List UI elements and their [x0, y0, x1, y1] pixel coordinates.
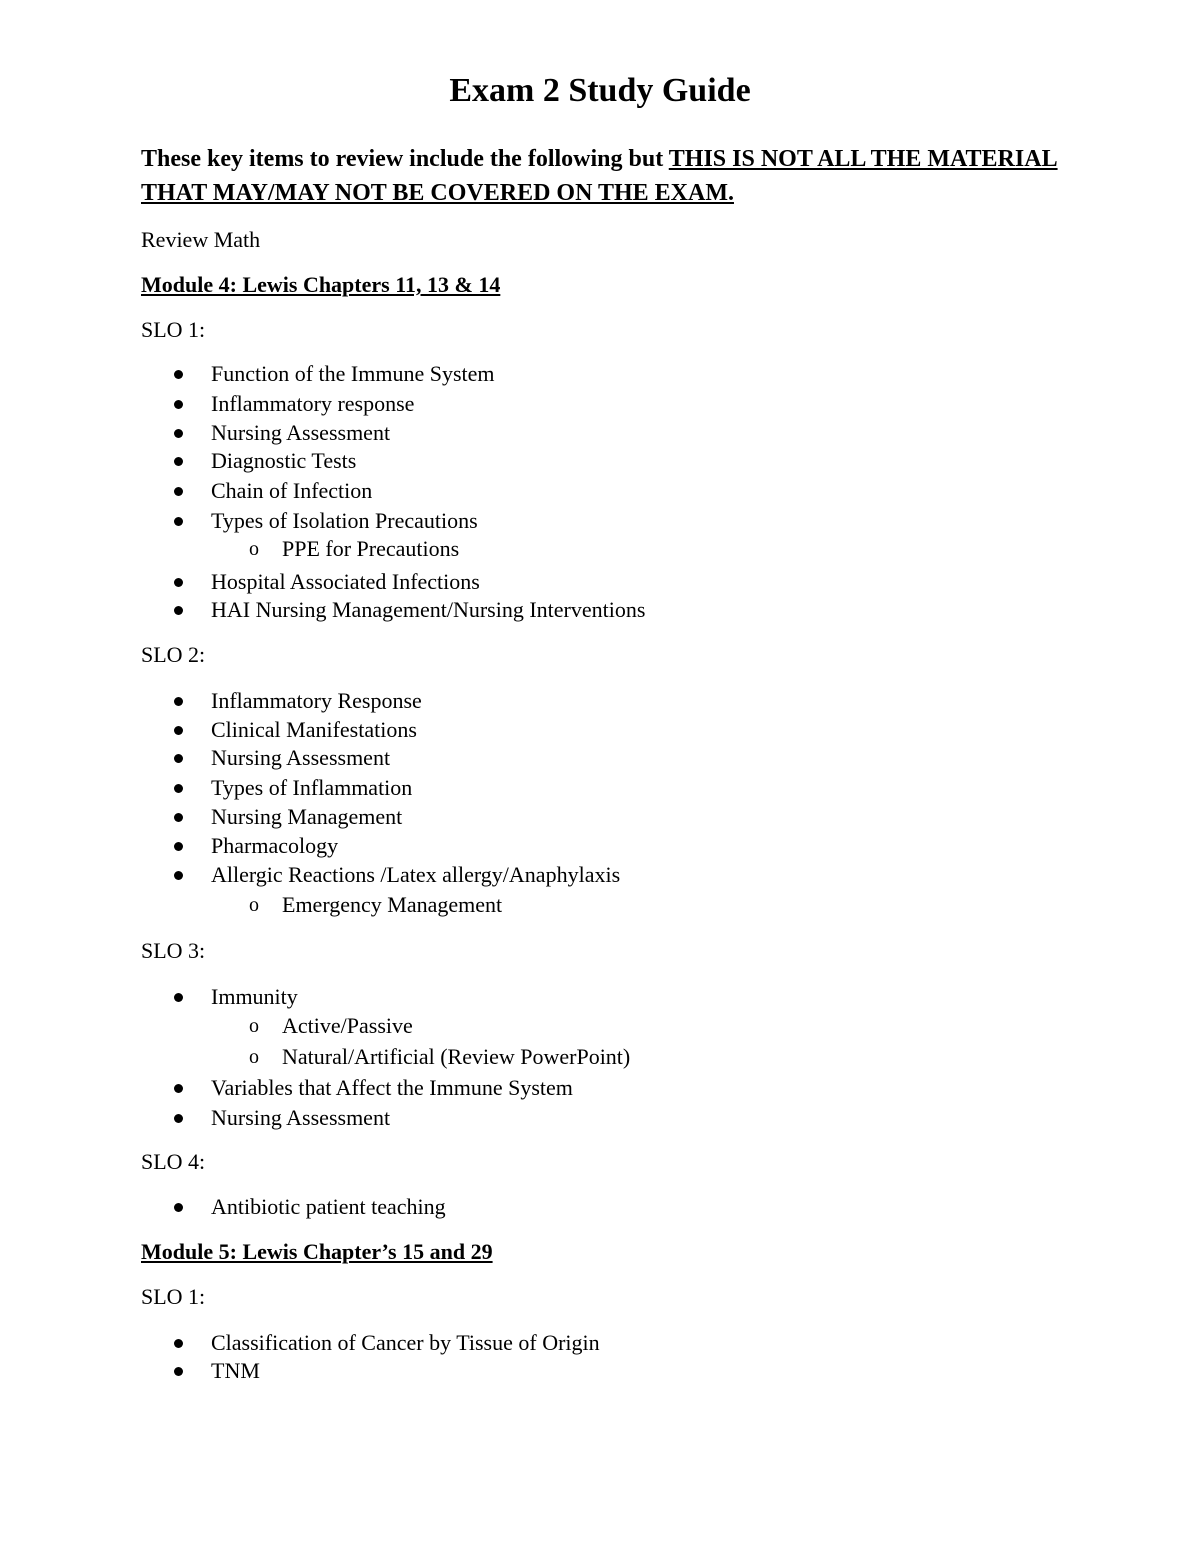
list-item [211, 390, 414, 418]
intro-emphasis: THIS IS NOT ALL THE MATERIAL THAT MAY/MAY NOT BE COVERED ON THE EXAM. [141, 146, 1058, 206]
list-item-text: Types of Inflammation [211, 775, 413, 800]
list-item-text: Nursing Management [211, 804, 403, 829]
list-item-text: Active/Passive [282, 1013, 413, 1038]
bullet-icon [174, 370, 183, 379]
list-item-text: Natural/Artificial (Review PowerPoint) [282, 1044, 631, 1069]
bullet-icon [174, 842, 183, 851]
bullet-icon [174, 487, 183, 496]
module-4-heading: Module 4: Lewis Chapters 11, 13 & 14 [141, 272, 501, 297]
list-item-text: TNM [211, 1358, 260, 1383]
list-item-text: Inflammatory Response [211, 688, 422, 713]
bullet-icon [174, 726, 183, 735]
list-item [211, 1104, 390, 1132]
list-item-text: Allergic Reactions /Latex allergy/Anaphylaxis [211, 862, 621, 887]
intro-paragraph [141, 142, 1061, 210]
list-item [211, 832, 338, 860]
list-item [211, 774, 412, 802]
bullet-icon [174, 1339, 183, 1348]
sub-list-item [249, 535, 460, 563]
list-item-text: Pharmacology [211, 833, 339, 858]
bullet-icon [174, 784, 183, 793]
bullet-icon [174, 400, 183, 409]
list-item [211, 1193, 446, 1221]
slo-label: SLO 1: [141, 1284, 206, 1309]
list-item [211, 360, 495, 388]
bullet-icon [174, 606, 183, 615]
list-item-text: Immunity [211, 984, 298, 1009]
list-item-text: Nursing Assessment [211, 420, 391, 445]
bullet-icon [174, 578, 183, 587]
list-item [211, 1357, 260, 1385]
list-item-text: Inflammatory response [211, 391, 415, 416]
slo-label: SLO 2: [141, 642, 206, 667]
list-item-text: Hospital Associated Infections [211, 569, 480, 594]
sub-list-item [249, 1043, 631, 1071]
list-item-text: Function of the Immune System [211, 361, 495, 386]
list-item-text: Diagnostic Tests [211, 448, 357, 473]
bullet-icon [174, 1203, 183, 1212]
bullet-icon [174, 871, 183, 880]
intro-lead: These key items to review include the following but [141, 146, 669, 172]
bullet-icon [174, 754, 183, 763]
list-item [211, 568, 480, 596]
module-5-heading: Module 5: Lewis Chapter’s 15 and 29 [141, 1239, 493, 1264]
sub-list-item [249, 891, 503, 919]
list-item [211, 861, 620, 889]
list-item-text: Variables that Affect the Immune System [211, 1075, 573, 1100]
list-item-text: Classification of Cancer by Tissue of Origin [211, 1330, 600, 1355]
slo-label: SLO 1: [141, 317, 206, 342]
list-item-text: Clinical Manifestations [211, 717, 417, 742]
bullet-icon [174, 697, 183, 706]
bullet-icon [174, 429, 183, 438]
list-item [211, 507, 478, 535]
sub-bullet-icon: o [249, 1015, 259, 1037]
list-item-text: Nursing Assessment [211, 745, 391, 770]
bullet-icon [174, 517, 183, 526]
slo-label: SLO 4: [141, 1149, 206, 1174]
bullet-icon [174, 1367, 183, 1376]
list-item-text: Chain of Infection [211, 478, 373, 503]
page-title: Exam 2 Study Guide [449, 72, 751, 109]
sub-bullet-icon: o [249, 538, 259, 560]
list-item-text: Antibiotic patient teaching [211, 1194, 446, 1219]
list-item [211, 803, 402, 831]
list-item [211, 744, 390, 772]
list-item [211, 447, 356, 475]
list-item-text: PPE for Precautions [282, 536, 460, 561]
sub-bullet-icon: o [249, 1046, 259, 1068]
bullet-icon [174, 457, 183, 466]
list-item [211, 477, 372, 505]
list-item-text: Nursing Assessment [211, 1105, 391, 1130]
list-item [211, 1074, 573, 1102]
sub-list-item [249, 1012, 413, 1040]
bullet-icon [174, 1084, 183, 1093]
list-item-text: Emergency Management [282, 892, 503, 917]
list-item [211, 716, 417, 744]
list-item-text: Types of Isolation Precautions [211, 508, 478, 533]
bullet-icon [174, 993, 183, 1002]
list-item [211, 687, 422, 715]
review-math-line: Review Math [141, 227, 261, 252]
bullet-icon [174, 813, 183, 822]
bullet-icon [174, 1114, 183, 1123]
list-item [211, 1329, 600, 1357]
list-item [211, 983, 298, 1011]
sub-bullet-icon: o [249, 894, 259, 916]
list-item-text: HAI Nursing Management/Nursing Interventions [211, 597, 646, 622]
slo-label: SLO 3: [141, 938, 206, 963]
list-item [211, 596, 645, 624]
list-item [211, 419, 390, 447]
